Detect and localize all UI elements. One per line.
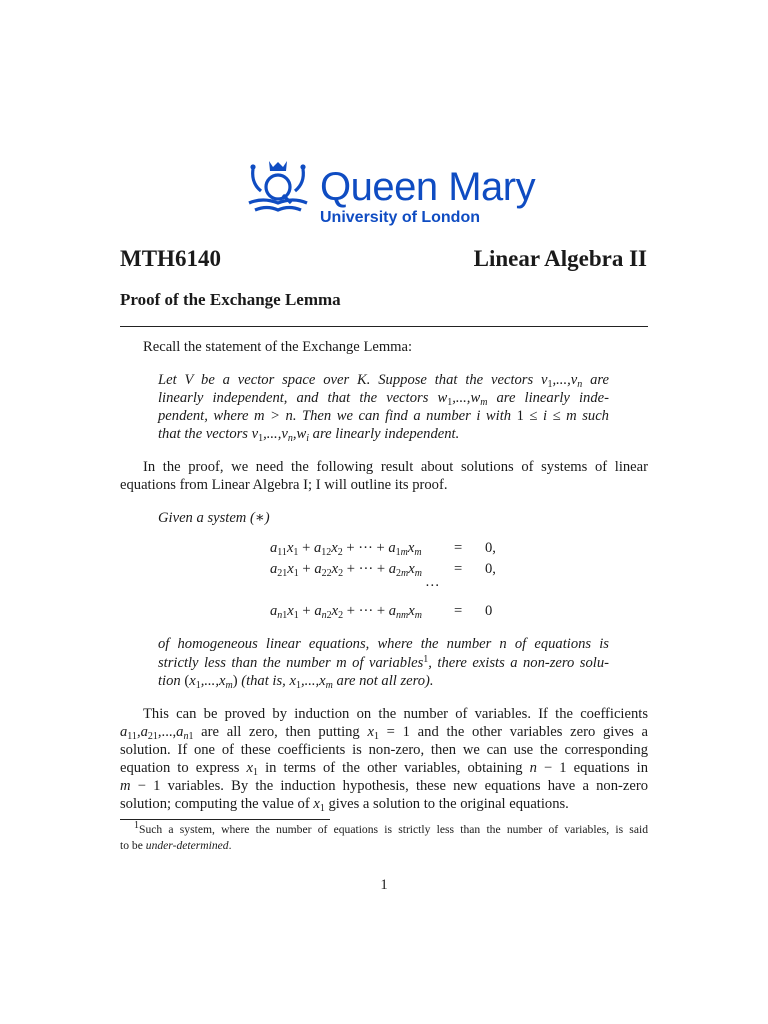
document-title: Proof of the Exchange Lemma <box>120 290 341 309</box>
lemma-line-3: pendent, where m > n. Then we can find a number i with 1 ≤ i ≤ m such <box>158 408 609 424</box>
course-code: MTH6140 <box>120 246 221 271</box>
university-logo <box>243 155 536 230</box>
crown-crest-icon <box>243 159 313 215</box>
footnote-line-2: to be under-determined. <box>120 839 232 852</box>
logo-name: Queen Mary <box>320 165 536 209</box>
page-number: 1 <box>380 877 388 893</box>
induction-line-2: $a_{11},a_{21},...,a_{n1}$ are all zero, then putting $x_1 = 1$ and the other variables zero gives a <box>120 724 649 742</box>
header-divider <box>120 326 648 327</box>
proof-intro-line-2: equations from Linear Algebra I; I will outline its proof. <box>120 477 448 493</box>
induction-line-5: m − 1 variables. By the induction hypothesis, these new equations have a non-zero <box>120 778 648 794</box>
induction-line-4: equation to express $x_1$ in terms of the other variables, obtaining n − 1 equations in <box>120 760 648 778</box>
system-statement-line-1: of homogeneous linear equations, where the number n of equations is <box>158 636 609 652</box>
proof-intro-line-1: In the proof, we need the following result about solutions of systems of linear <box>143 459 648 475</box>
footnote <box>120 822 648 854</box>
course-title: Linear Algebra II <box>473 246 647 271</box>
induction-line-1: This can be proved by induction on the number of variables. If the coefficients <box>143 706 648 722</box>
lemma-line-1: Let V be a vector space over K. Suppose that the vectors $v_1,...,v_n$ are <box>158 372 610 390</box>
footnote-divider <box>120 819 330 820</box>
system-statement-line-2: strictly less than the number m of variables$^1$, there exists a non-zero solu- <box>158 654 609 671</box>
system-statement-line-3: tion $(x_1,...,x_m)$ (that is, $x_1,...,x_m$ are not all zero). <box>158 673 434 691</box>
footnote-ref: 1 <box>423 654 429 665</box>
induction-line-6: solution; computing the value of $x_1$ gives a solution to the original equations. <box>120 796 569 814</box>
footnote-line-1: $^1$Such a system, where the number of equations is strictly less than the number of variables, is said <box>134 820 648 836</box>
recall-intro: Recall the statement of the Exchange Lemma: <box>143 339 413 355</box>
logo-subtitle: University of London <box>320 209 480 226</box>
lemma-line-2: linearly independent, and that the vectors $w_1,...,w_m$ are linearly inde- <box>158 390 609 408</box>
induction-line-3: solution. If one of these coefficients is non-zero, then we can use the corresponding <box>120 742 648 758</box>
given-system: Given a system (∗) <box>158 510 270 526</box>
lemma-line-4: that the vectors $v_1,...,v_n,w_i$ are linearly independent. <box>158 426 460 444</box>
equation-ellipsis: ··· <box>425 578 440 594</box>
